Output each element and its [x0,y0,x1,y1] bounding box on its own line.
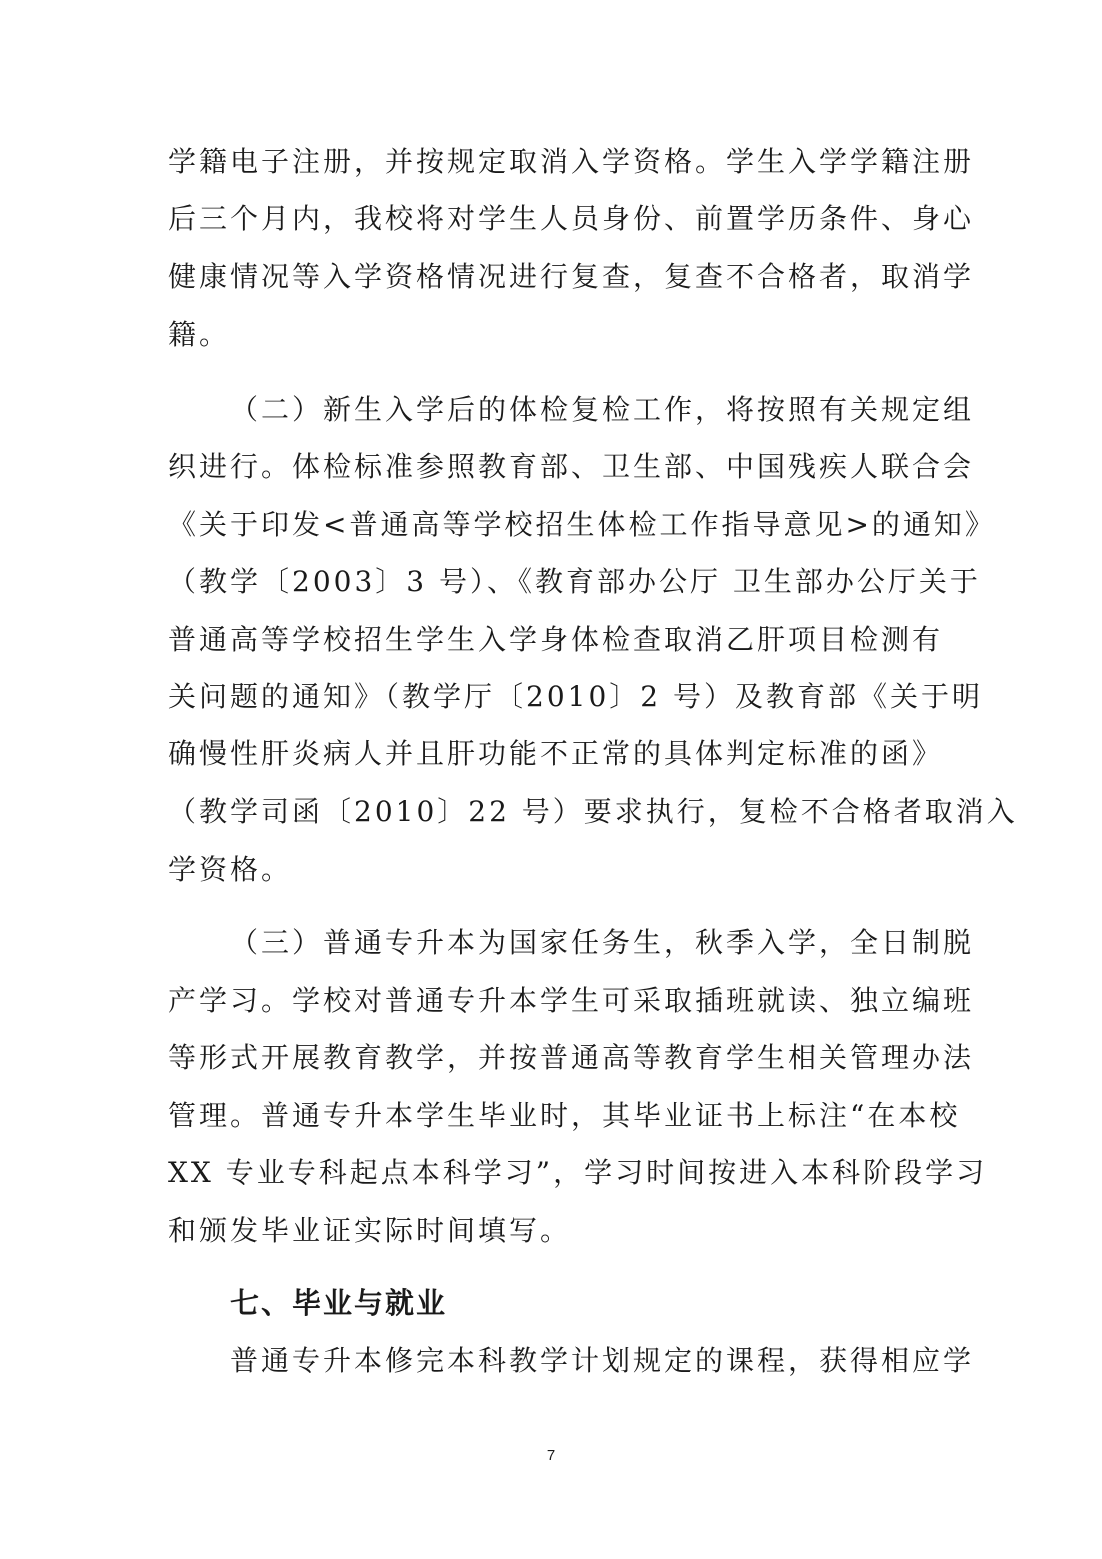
body-line: 后三个月内，我校将对学生人员身份、前置学历条件、身心 [168,202,975,235]
body-line: 确慢性肝炎病人并且肝功能不正常的具体判定标准的函》 [168,737,944,770]
body-line: （教学〔2003〕3 号）、《教育部办公厅 卫生部办公厅关于 [168,565,981,598]
body-line: 管理。普通专升本学生毕业时，其毕业证书上标注“在本校 [168,1099,961,1132]
body-line: 产学习。学校对普通专升本学生可采取插班就读、独立编班 [168,984,975,1017]
page-number: 7 [546,1447,556,1464]
body-line: 普通专升本修完本科教学计划规定的课程，获得相应学 [230,1344,975,1377]
body-line: （教学司函〔2010〕22 号）要求执行，复检不合格者取消入 [168,795,1018,828]
body-line: 和颁发毕业证实际时间填写。 [168,1214,572,1247]
body-line: 关问题的通知》（教学厅〔2010〕2 号）及教育部《关于明 [168,680,983,713]
body-line: 健康情况等入学资格情况进行复查，复查不合格者，取消学 [168,260,975,293]
body-line: 籍。 [168,318,231,351]
body-line: 织进行。体检标准参照教育部、卫生部、中国残疾人联合会 [168,450,975,483]
body-line: （三）普通专升本为国家任务生，秋季入学，全日制脱 [230,926,975,959]
body-line: 《关于印发<普通高等学校招生体检工作指导意见>的通知》 [168,508,996,541]
body-line: 等形式开展教育教学，并按普通高等教育学生相关管理办法 [168,1041,975,1074]
body-line: （二）新生入学后的体检复检工作，将按照有关规定组 [230,393,975,426]
section-heading: 七、毕业与就业 [230,1286,448,1320]
body-line: 学资格。 [168,853,293,886]
body-line: XX 专业专科起点本科学习”，学习时间按进入本科阶段学习 [168,1156,988,1189]
body-line: 普通高等学校招生学生入学身体检查取消乙肝项目检测有 [168,623,944,656]
body-line: 学籍电子注册，并按规定取消入学资格。学生入学学籍注册 [168,145,975,178]
